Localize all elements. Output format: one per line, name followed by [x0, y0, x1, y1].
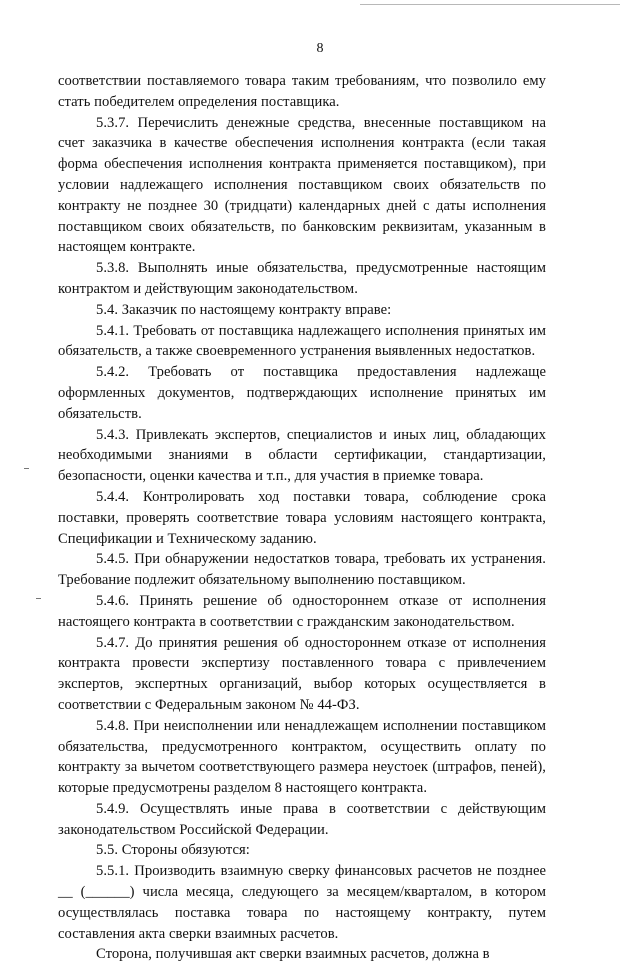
- page-number: 8: [316, 41, 324, 56]
- clause-5-4-6: 5.4.6. Принять решение об одностороннем отказе от исполнения настоящего контракта в соответствии с гражданским законодательством.: [58, 592, 546, 630]
- clause-5-4-8: 5.4.8. При неисполнении или ненадлежащем исполнении поставщиком обязательства, предусмотренного контрактом, осуществить оплату по контракту за вычетом соответствующего размера неустоек (штрафов, пеней), которые предусмотрены разделом 8 настоящего контракта.: [58, 717, 546, 797]
- scan-speck: [24, 468, 29, 469]
- clause-5-4-5: 5.4.5. При обнаружении недостатков товара, требовать их устранения. Требование подлежит обязательному выполнению поставщиком.: [58, 551, 546, 589]
- clause-5-3-7: 5.3.7. Перечислить денежные средства, внесенные поставщиком на счет заказчика в качестве обеспечения исполнения контракта (если такая форма обеспечения исполнения контракта применяется поставщиком), при условии надлежащего исполнения поставщиком своих обязательств по контракту не позднее 30 (тридцати) календарных дней с даты исполнения поставщиком своих обязательств, по банковским реквизитам, указанным в настоящем контракте.: [58, 114, 546, 256]
- contract-body: [58, 71, 546, 965]
- scan-artifact-line: [360, 4, 620, 5]
- clause-5-4-4: 5.4.4. Контролировать ход поставки товара, соблюдение срока поставки, проверять соответствие товара условиям настоящего контракта, Спецификации и Техническому заданию.: [58, 488, 546, 547]
- clause-5-4-7: 5.4.7. До принятия решения об одностороннем отказе от исполнения контракта провести экспертизу поставленного товара с привлечением экспертов, экспертных организаций, выбор которых осуществляется в соответствии с Федеральным законом № 44-ФЗ.: [58, 634, 546, 713]
- clause-5-4-9: 5.4.9. Осуществлять иные права в соответствии с действующим законодательством Российской Федерации.: [58, 800, 546, 838]
- clause-5-4-3: 5.4.3. Привлекать экспертов, специалистов и иных лиц, обладающих необходимыми знаниями в области сертификации, стандартизации, безопасности, оценки качества и т.п., для участия в приемке товара.: [58, 426, 546, 485]
- clause-5-3-8: 5.3.8. Выполнять иные обязательства, предусмотренные настоящим контрактом и действующим законодательством.: [58, 260, 546, 297]
- clause-5-4-1: 5.4.1. Требовать от поставщика надлежащего исполнения принятых им обязательств, а также своевременного устранения выявленных недостатков.: [58, 322, 546, 360]
- paragraph-tail: Сторона, получившая акт сверки взаимных расчетов, должна в: [96, 946, 490, 963]
- scan-speck: [36, 598, 41, 599]
- clause-5-4-2: 5.4.2. Требовать от поставщика предоставления надлежаще оформленных документов, подтверждающих исполнение принятых им обязательств.: [58, 364, 546, 422]
- clause-5-4: 5.4. Заказчик по настоящему контракту вправе:: [96, 301, 392, 318]
- paragraph-continuation: соответствии поставляемого товара таким требованиям, что позволило ему стать победителем определения поставщика.: [58, 73, 546, 110]
- clause-5-5: 5.5. Стороны обязуются:: [96, 842, 250, 859]
- clause-5-5-1: 5.5.1. Производить взаимную сверку финансовых расчетов не позднее __ (______) числа месяца, следующего за месяцем/кварталом, в котором осуществлялась поставка товара по настоящему контракту, путем составления акта сверки взаимных расчетов.: [58, 863, 546, 942]
